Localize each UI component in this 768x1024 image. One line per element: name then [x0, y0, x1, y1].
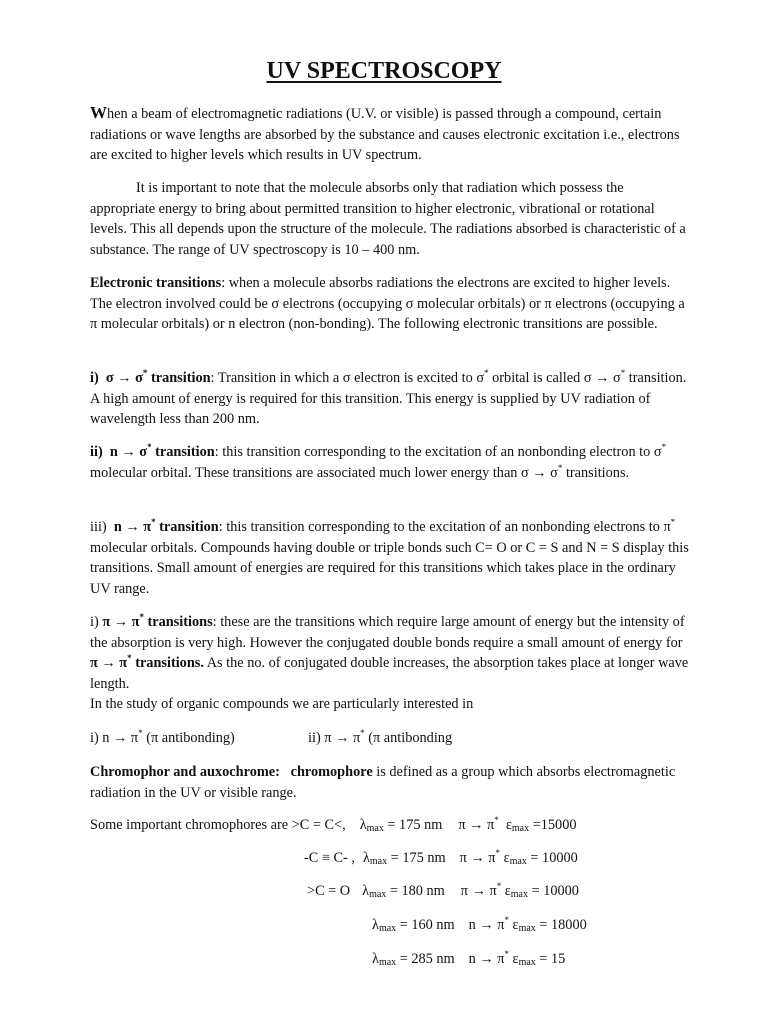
- page-title: UV SPECTROSCOPY: [266, 58, 502, 84]
- importance-paragraph: It is important to note that the molecule absorbs only that radiation which possess the appropriate energy to bring about permitted transition to higher electronic, vibrational or rotational levels. This all depends upon the structure of the molecule. The radiations absorbed is characteristic of a substance. The range of UV spectroscopy is 10 – 400 nm.: [90, 180, 686, 258]
- section-heading: Chromophor and auxochrome:: [90, 764, 280, 780]
- electronic-transitions-paragraph: Electronic transitions: when a molecule absorbs radiations the electrons are excited to higher levels. The electron involved could be σ electrons (occupying σ molecular orbitals) or π electrons (occupying a π molecular orbitals) or n electron (non-bonding). The following electronic transitions are possible.: [90, 275, 685, 332]
- chromophore-row: $\lambda_{max} = 160$ nm n → π* $\varepsilon_{max} = 18000$: [372, 915, 587, 934]
- chromophore-row: >C = O $\lambda_{max} = 180$ nm π → π* $\varepsilon_{max} = 10000$: [307, 881, 579, 900]
- list-item: ii) π → π* (π antibonding: [308, 728, 453, 746]
- chromophore-row: -C ≡ C- , $\lambda_{max} = 175$ nm π → π* $\varepsilon_{max} = 10000$: [304, 848, 578, 867]
- chromophore-paragraph: Chromophor and auxochrome: chromophore is defined as a group which absorbs electromagnetic radiation in the UV or visible range.: [90, 764, 676, 801]
- n-sigma-transition: ii) n → σ* transition: this transition corresponding to the excitation of an nonbonding electron to σ* molecular orbital. These transitions are associated much lower energy than σ → σ* transitions.: [90, 442, 667, 481]
- section-heading: Electronic transitions: [90, 275, 222, 291]
- sigma-sigma-transition: i) σ → σ* transition: Transition in which a σ electron is excited to σ* orbital is called σ → σ* transition. A high amount of energy is required for this transition. This energy is supplied by UV radiation of wavelength less than 200 nm.: [90, 368, 687, 427]
- chromophore-row: Some important chromophores are >C = C<, $\lambda_{max} = 175$ nm π → π* $\varepsilon_{max} =15000$: [90, 815, 577, 834]
- interest-list: [90, 728, 690, 749]
- study-sentence: In the study of organic compounds we are particularly interested in: [90, 696, 474, 712]
- n-pi-transition: iii) n → π* transition: this transition corresponding to the excitation of an nonbonding electrons to π* molecular orbitals. Compounds having double or triple bonds such C= O or C = S and N = S display this transitions. Small amount of energies are required for this transitions which takes place in the ordinary UV range.: [90, 517, 689, 597]
- pi-pi-transition: i) π → π* transitions: these are the transitions which require large amount of energy but the intensity of the absorption is very high. However the conjugated double bonds require a small amount of energy for π → π* transitions. As the no. of conjugated double increases, the absorption takes place at longer wave length.: [90, 612, 689, 692]
- chromophore-row: $\lambda_{max} = 285$ nm n → π* $\varepsilon_{max} = 15$: [372, 949, 566, 968]
- intro-paragraph: When a beam of electromagnetic radiations (U.V. or visible) is passed through a compound, certain radiations or wave lengths are absorbed by the substance and causes electronic excitation i.e., electrons are excited to higher levels which results in UV spectrum.: [90, 103, 680, 163]
- drop-cap: W: [90, 103, 107, 122]
- list-item: i) n → π* (π antibonding): [90, 728, 235, 746]
